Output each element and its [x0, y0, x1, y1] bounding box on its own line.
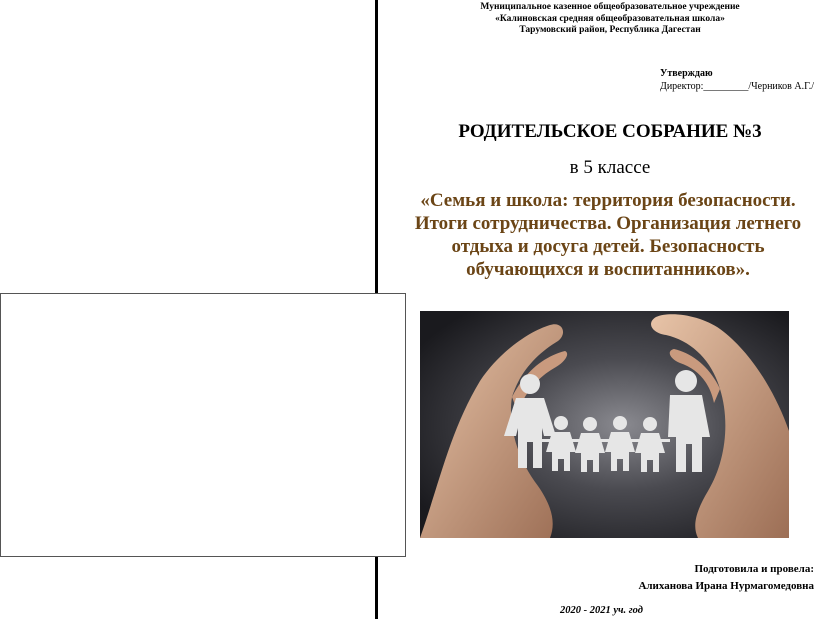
prepared-by [638, 561, 814, 595]
director-signature-line: Директор:_________/Черников А.Г./ [660, 80, 814, 92]
header-line-1: Муниципальное казенное общеобразовательное учреждение [480, 2, 740, 12]
topic-line-4: обучающихся и воспитанников». [466, 259, 750, 280]
header-line-3: Тарумовский район, Республика Дагестан [519, 25, 701, 35]
prepared-label: Подготовила и провела: [694, 563, 814, 575]
family-hands-image [420, 311, 789, 538]
teacher-name: Алиханова Ирана Нурмагомедовна [638, 580, 814, 592]
meeting-title: РОДИТЕЛЬСКОЕ СОБРАНИЕ №3 [458, 121, 762, 142]
empty-frame [0, 293, 406, 557]
topic-line-3: отдыха и досуга детей. Безопасность [451, 236, 765, 257]
topic-line-2: Итоги сотрудничества. Организация летнего [414, 213, 802, 234]
approval-block [660, 68, 814, 93]
school-header [420, 2, 800, 37]
topic-line-1: «Семья и школа: территория безопасности. [420, 190, 796, 211]
header-line-2: «Калиновская средняя общеобразовательная школа» [495, 13, 725, 24]
meeting-topic [386, 189, 816, 281]
grade-label: в 5 классе [569, 157, 651, 178]
academic-year: 2020 - 2021 уч. год [560, 605, 643, 616]
approval-title: Утверждаю [660, 68, 713, 79]
